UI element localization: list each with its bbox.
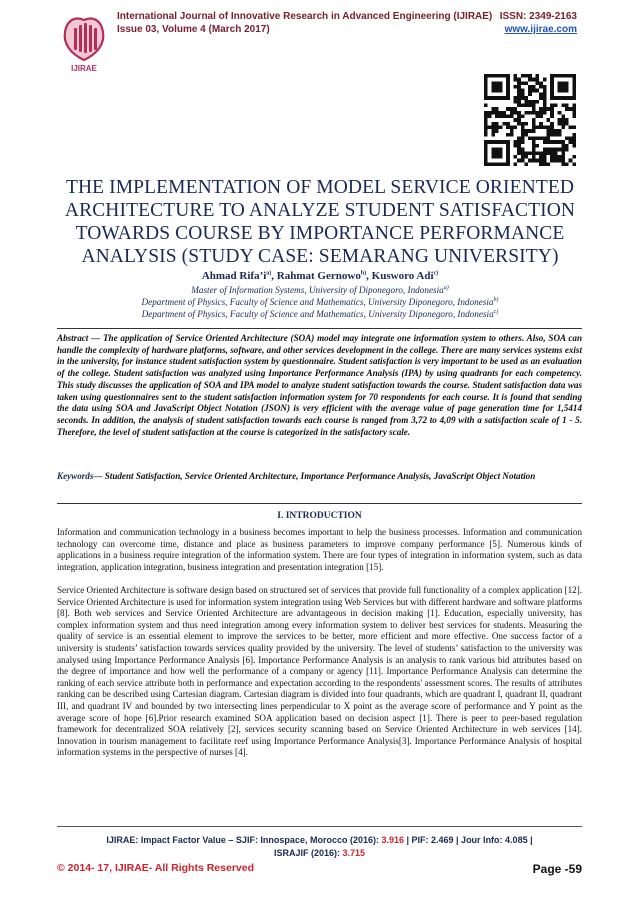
journal-name: International Journal of Innovative Research in Advanced Engineering (IJIRAE) bbox=[117, 11, 493, 22]
author-sup: c) bbox=[433, 270, 439, 277]
title-line: ANALYSIS (STUDY CASE: SEMARANG UNIVERSITY) bbox=[81, 246, 559, 267]
author-sup: a) bbox=[266, 270, 272, 277]
title-line: TOWARDS COURSE BY IMPORTANCE PERFORMANCE bbox=[75, 223, 565, 244]
footer-divider bbox=[57, 826, 582, 827]
body-paragraph: Service Oriented Architecture is software design based on structured set of services that provide full functionality of a complex application [12]. Service Oriented Architecture is used for information system integration using Web Services but with different hardware and software platforms [8]. Both web services and Service Oriented Architecture are advantageous in decision making [1]. Education, especially university, has complex information system and thus need integration among every information system to deliver best services for students. Measuring the quality of service is an essential element to improve the services to be better, more efficient and more effective. One success factor of a university is students’ satisfaction towards services quality provided by the university. The level of students’ satisfaction to the university was analysed using Importance Performance Analysis [6]. Importance Performance Analysis is an analysis to rank various bid attributes based on the degree of importance and how well the performance of a company or agency [11]. Importance Performance Analysis can determine the ranking of each service attribute both in performance and expectation according to the respondents' assessment scores. The results of attributes ranking can be described using Cartesian diagram. Cartesian diagram is divided into four quadrants, which are quadrant I, quadrant II, quadrant III, and quadrant IV and bounded by two intersecting lines perpendicular to X point as the average score of performance and Y point as the average score of hope [6].Prior research examined SOA application based on decision aspect [1]. There is peer to peer-based regulation framework for decentralized SOA relatively [2], services security scanning based on Service Oriented Architecture in web services [14]. Innovation in tourism management to facilitate reef using Importance Performance Analysis[3]. Importance Performance Analysis of hospital information systems in the perspective of nurses [4]. bbox=[57, 585, 582, 758]
footer-bottom bbox=[57, 862, 582, 876]
keywords-label: Keywords— bbox=[57, 471, 103, 481]
issue-info: Issue 03, Volume 4 (March 2017) bbox=[117, 24, 270, 35]
author-name: , Rahmat Gernowo bbox=[271, 270, 361, 282]
keywords-text: Student Satisfaction, Service Oriented Architecture, Importance Performance Analysis, JavaScript Object Notation bbox=[102, 471, 536, 481]
abstract: Abstract — The application of Service Oriented Architecture (SOA) model may integrate one information system to others. Also, SOA can handle the complexity of hardware platforms, software, and other services development in the college. There are many services systems exist in the university, for instance student satisfaction system by questionnaire. Student satisfaction is very important to be used as an evaluation of the college. Student satisfaction was analyzed using Importance Performance Analysis (IPA) by using quadrants for each competency. This study discusses the application of SOA and IPA model to analyze student satisfaction towards the course. Student satisfaction data was taken using questionnaires sent to the student satisfaction information system for 70 respondents for each course. It is found that sending the data using SOA and JavaScript Object Notation (JSON) is very efficient with the average value of page generation time for 1,5414 seconds. In addition, the analysis of student satisfaction towards each course is ranged from 3,72 to 4,09 with a satisfaction scale of 1 - 5. Therefore, the level of student satisfaction at the course is categorized in the satisfactory scale. bbox=[57, 333, 583, 437]
qr-code-image bbox=[484, 74, 576, 166]
section-heading: I. INTRODUCTION bbox=[277, 511, 362, 521]
affiliation: Master of Information Systems, University of Diponegoro, Indonesia$^{a)}$ bbox=[191, 284, 449, 295]
abstract-label: Abstract bbox=[57, 333, 89, 343]
journal-logo bbox=[57, 10, 111, 74]
divider bbox=[57, 328, 582, 329]
affiliation: Department of Physics, Faculty of Science and Mathematics, University Diponegoro, Indonesia$^{b)}$ bbox=[141, 296, 499, 307]
author-sup: b) bbox=[360, 270, 367, 277]
affiliation: Department of Physics, Faculty of Science and Mathematics, University Diponegoro, Indonesia$^{c)}$ bbox=[141, 308, 499, 319]
title-line: ARCHITECTURE TO ANALYZE STUDENT SATISFACTION bbox=[64, 200, 576, 221]
copyright: © 2014- 17, IJIRAE- All Rights Reserved bbox=[57, 862, 255, 874]
divider bbox=[57, 503, 582, 504]
author-name: Ahmad Rifa’i bbox=[201, 270, 267, 282]
body-paragraph: Information and communication technology in a business becomes important to help the business processes. Information and communication technology can overcome time, distance and place as business parameters to improve company performance [5]. Numerous kinds of applications in a business require integration of the information system. There are four types of integration in information system, such as data integration, application integration, business integration and presentation integration [15]. bbox=[57, 527, 582, 572]
journal-header bbox=[117, 10, 577, 36]
title-line: THE IMPLEMENTATION OF MODEL SERVICE ORIENTED bbox=[65, 177, 575, 198]
logo-text: IJIRAE bbox=[71, 64, 97, 73]
author-list bbox=[40, 270, 600, 283]
page-number: Page -59 bbox=[532, 862, 582, 876]
journal-url-link[interactable]: www.ijirae.com bbox=[504, 24, 577, 35]
keywords bbox=[57, 471, 582, 483]
author-name: , Kusworo Adi bbox=[366, 270, 434, 282]
abstract-text: The application of Service Oriented Architecture (SOA) model may integrate one information system to others. Also, SOA can handle the complexity of hardware platforms, software, and other services development in the college. There are many services systems exist in the university, for instance student satisfaction system by questionnaire. Student satisfaction is very important to be used as an evaluation of the college. Student satisfaction was analyzed using Importance Performance Analysis (IPA) by using quadrants for each competency. This study discusses the application of SOA and IPA model to analyze student satisfaction towards the course. Student satisfaction data was taken using questionnaires sent to the student satisfaction information system for 70 respondents for each course. It is found that sending the data using SOA and JavaScript Object Notation (JSON) is very efficient with the average value of page generation time for 1,5414 seconds. In addition, the analysis of student satisfaction towards each course is ranged from 3,72 to 4,09 with a satisfaction scale of 1 - 5. Therefore, the level of student satisfaction at the course is categorized in the satisfactory scale. bbox=[57, 333, 583, 437]
issn: ISSN: 2349-2163 bbox=[499, 11, 577, 22]
paper-title bbox=[40, 176, 600, 268]
footer-impact-info: IJIRAE: Impact Factor Value – SJIF: Innospace, Morocco (2016): 3.916 | PIF: 2.469 | Jour Info: 4.085 | ISRAJIF (2016): 3.715 bbox=[106, 835, 533, 858]
